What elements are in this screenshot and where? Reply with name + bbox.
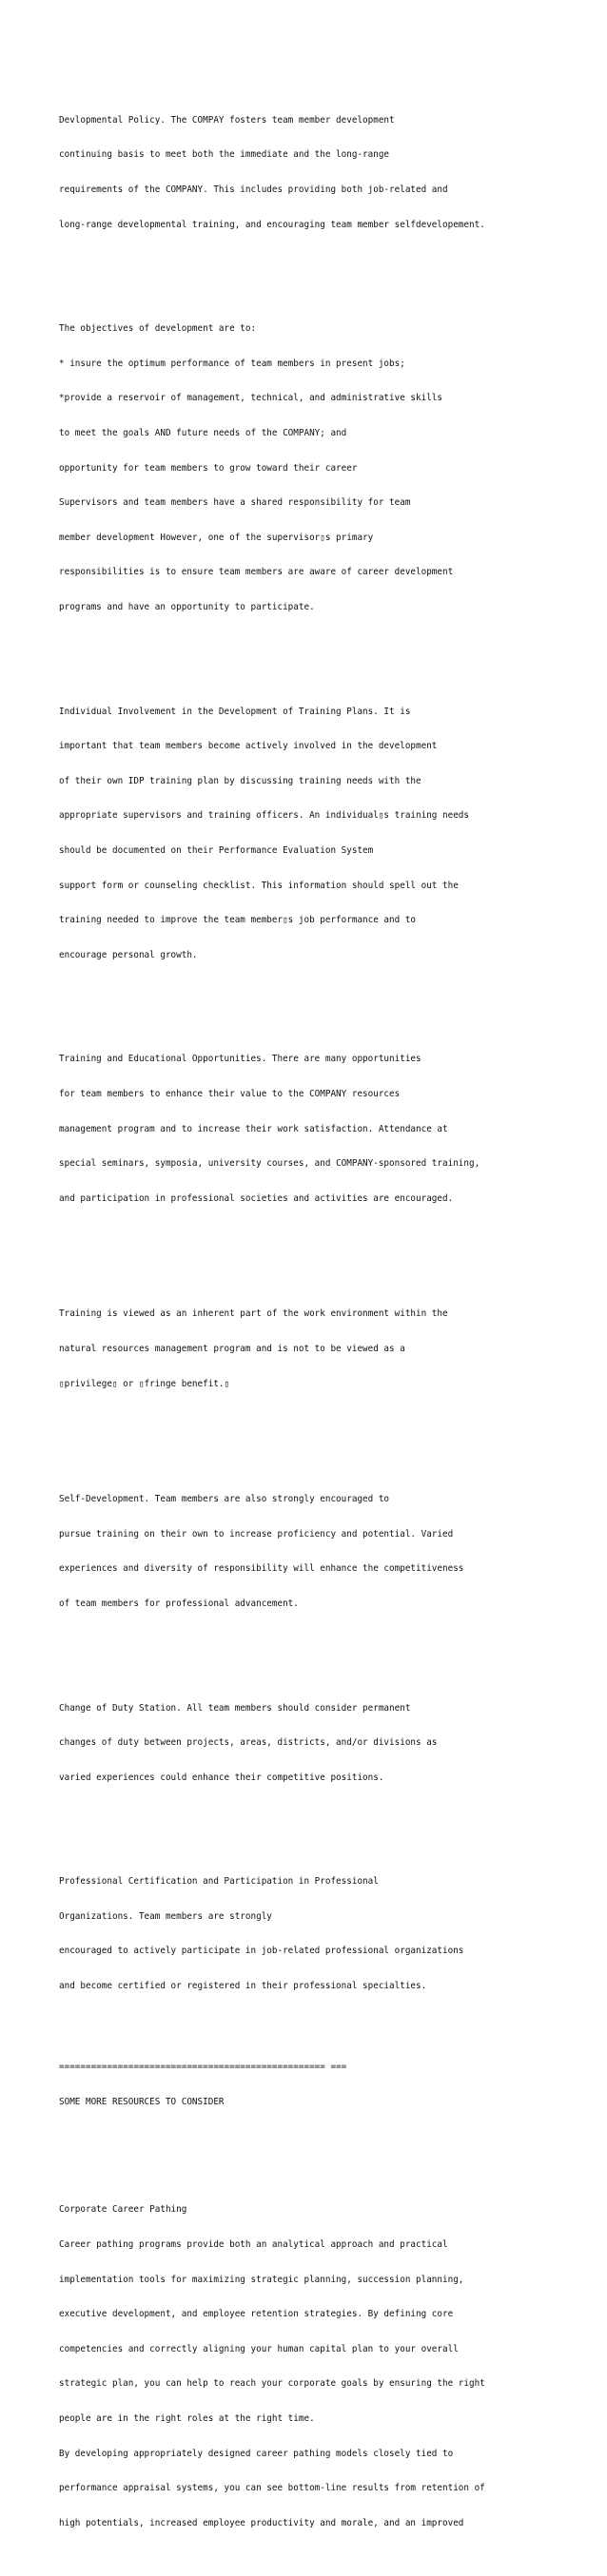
document-page: [59, 68, 592, 2576]
paragraph-objectives: [59, 300, 592, 637]
text-line: of their own IDP training plan by discussing training needs with the: [59, 775, 421, 786]
text-line: changes of duty between projects, areas, districts, and/or divisions as: [59, 1737, 438, 1749]
text-line: * insure the optimum performance of team members in present jobs;: [59, 358, 405, 369]
text-line: and become certified or registered in their professional specialties.: [59, 1981, 427, 1992]
text-line: special seminars, symposia, university courses, and COMPANY-sponsored training,: [59, 1158, 480, 1170]
text-line: requirements of the COMPANY. This includes providing both job-related and: [59, 184, 448, 195]
paragraph-training-opportunities: [59, 1031, 592, 1228]
text-line: natural resources management program and is not to be viewed as a: [59, 1343, 405, 1354]
divider-line: ================================================== ===: [59, 2062, 347, 2073]
text-line: Career pathing programs provide both an analytical approach and practical: [59, 2239, 448, 2251]
text-line: opportunity for team members to grow toward their career: [59, 462, 358, 474]
text-line: ▯privilege▯ or ▯fringe benefit.▯: [59, 1378, 230, 1389]
text-line: Individual Involvement in the Development of Training Plans. It is: [59, 706, 411, 717]
text-line: member development However, one of the supervisor▯s primary: [59, 532, 374, 543]
text-line: programs and have an opportunity to participate.: [59, 601, 315, 612]
text-line: appropriate supervisors and training officers. An individual▯s training needs: [59, 810, 469, 822]
paragraph-professional-certification: [59, 1853, 592, 2016]
text-line: *provide a reservoir of management, technical, and administrative skills: [59, 393, 442, 404]
paragraph-self-development: [59, 1471, 592, 1634]
text-line: high potentials, increased employee productivity and morale, and an improved: [59, 2517, 464, 2528]
text-line: to meet the goals AND future needs of the COMPANY; and: [59, 427, 347, 438]
text-line: varied experiences could enhance their competitive positions.: [59, 1772, 384, 1783]
paragraph-development-policy: [59, 91, 592, 254]
text-line: responsibilities is to ensure team members are aware of career development: [59, 567, 454, 578]
text-line: executive development, and employee retention strategies. By defining core: [59, 2309, 454, 2320]
text-line: Training and Educational Opportunities. There are many opportunities: [59, 1054, 421, 1065]
text-line: The objectives of development are to:: [59, 323, 257, 335]
text-line: encouraged to actively participate in job-related professional organizations: [59, 1946, 464, 1957]
text-line: Organizations. Team members are strongly: [59, 1910, 272, 1922]
text-line: By developing appropriately designed career pathing models closely tied to: [59, 2448, 454, 2459]
text-line: encourage personal growth.: [59, 949, 198, 960]
text-line: support form or counseling checklist. This information should spell out the: [59, 880, 459, 891]
text-line: competencies and correctly aligning your human capital plan to your overall: [59, 2343, 459, 2354]
text-line: Professional Certification and Participation in Professional: [59, 1876, 379, 1888]
text-line: Supervisors and team members have a shared responsibility for team: [59, 497, 411, 509]
text-line: people are in the right roles at the right time.: [59, 2413, 315, 2425]
paragraph-individual-involvement: [59, 683, 592, 984]
text-line: Change of Duty Station. All team members should consider permanent: [59, 1702, 411, 1714]
text-line: Training is viewed as an inherent part of the work environment within the: [59, 1308, 448, 1320]
section-title: SOME MORE RESOURCES TO CONSIDER: [59, 2096, 225, 2107]
text-line: continuing basis to meet both the immediate and the long-range: [59, 149, 390, 161]
text-line: and participation in professional societies and activities are encouraged.: [59, 1192, 454, 1204]
text-line: of team members for professional advancement.: [59, 1598, 299, 1609]
text-line: pursue training on their own to increase proficiency and potential. Varied: [59, 1528, 454, 1540]
paragraph-training-viewed: [59, 1286, 592, 1413]
text-line: Devlopmental Policy. The COMPAY fosters team member development: [59, 114, 395, 126]
paragraph-corporate-career-pathing: [59, 2181, 592, 2552]
text-line: long-range developmental training, and encouraging team member selfdevelopement.: [59, 219, 485, 230]
text-line: implementation tools for maximizing strategic planning, succession planning,: [59, 2274, 464, 2285]
text-line: Self-Development. Team members are also strongly encouraged to: [59, 1494, 390, 1505]
text-line: training needed to improve the team member▯s job performance and to: [59, 915, 417, 926]
text-line: performance appraisal systems, you can see bottom-line results from retention of: [59, 2483, 485, 2494]
text-line: for team members to enhance their value to the COMPANY resources: [59, 1088, 401, 1099]
text-line: important that team members become actively involved in the development: [59, 741, 438, 752]
text-line: experiences and diversity of responsibility will enhance the competitiveness: [59, 1563, 464, 1575]
text-line: should be documented on their Performance Evaluation System: [59, 844, 374, 856]
paragraph-change-duty-station: [59, 1679, 592, 1807]
subsection-title: Corporate Career Pathing: [59, 2204, 187, 2216]
text-line: strategic plan, you can help to reach your corporate goals by ensuring the right: [59, 2378, 485, 2390]
text-line: management program and to increase their work satisfaction. Attendance at: [59, 1123, 448, 1134]
